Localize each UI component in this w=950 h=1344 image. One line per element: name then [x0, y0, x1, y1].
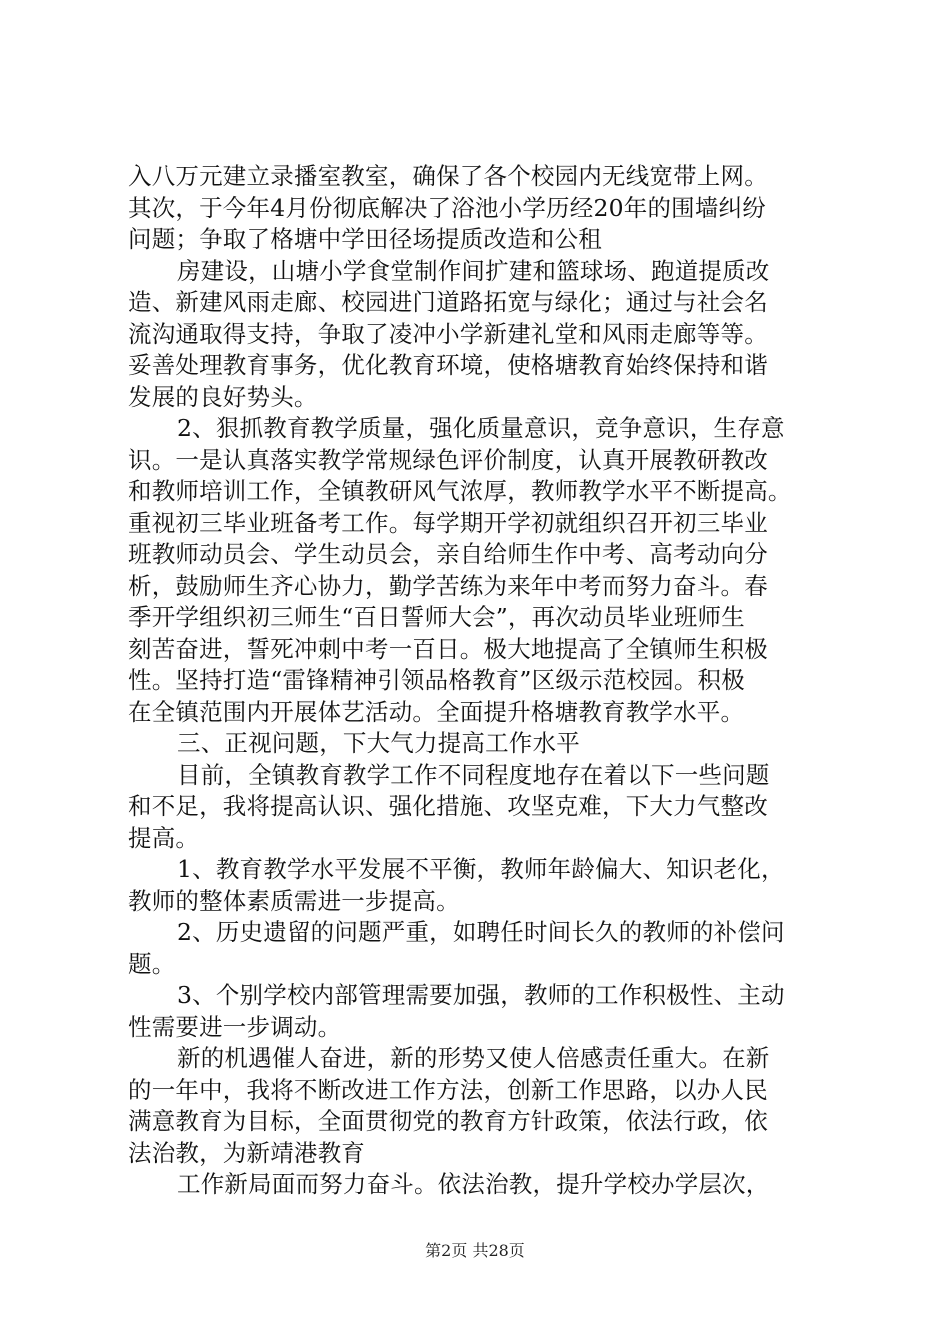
text-line: 三、正视问题，下大气力提高工作水平: [177, 729, 580, 757]
text-line: 房建设，山塘小学食堂制作间扩建和篮球场、跑道提质改: [177, 256, 770, 285]
page-footer: 第2页 共28页: [425, 1241, 525, 1260]
text-line: 班教师动员会、学生动员会，亲自给师生作中考、高考动向分: [128, 540, 768, 568]
text-line: 发展的良好势头。: [128, 382, 318, 411]
text-line: 和教师培训工作，全镇教研风气浓厚，教师教学水平不断提高。: [128, 477, 792, 505]
text-line: 其次，于今年4月份彻底解决了浴池小学历经20年的围墙纠纷: [128, 193, 766, 222]
text-line: 教师的整体素质需进一步提高。: [128, 886, 460, 915]
text-line: 和不足，我将提高认识、强化措施、攻坚克难，下大力气整改: [128, 792, 768, 820]
text-line: 入八万元建立录播室教室，确保了各个校园内无线宽带上网。: [128, 162, 768, 190]
text-line: 性。坚持打造“雷锋精神引领品格教育”区级示范校园。积极: [128, 666, 745, 694]
text-line: 在全镇范围内开展体艺活动。全面提升格塘教育教学水平。: [128, 697, 745, 726]
text-line: 刻苦奋进，誓死冲刺中考一百日。极大地提高了全镇师生积极: [128, 634, 768, 663]
text-line: 妥善处理教育事务，优化教育环境，使格塘教育始终保持和谐: [128, 351, 768, 379]
text-line: 季开学组织初三师生“百日誓师大会”，再次动员毕业班师生: [128, 603, 745, 631]
text-line: 性需要进一步调动。: [128, 1012, 342, 1041]
text-line: 问题；争取了格塘中学田径场提质改造和公租: [128, 225, 602, 253]
document-body: [128, 161, 838, 1201]
text-line: 目前，全镇教育教学工作不同程度地存在着以下一些问题: [177, 760, 770, 789]
text-line: 析，鼓励师生齐心协力，勤学苦练为来年中考而努力奋斗。春: [128, 571, 768, 600]
text-line: 法治教，为新靖港教育: [128, 1138, 365, 1167]
text-line: 的一年中，我将不断改进工作方法，创新工作思路，以办人民: [128, 1075, 768, 1104]
text-line: 1、教育教学水平发展不平衡，教师年龄偏大、知识老化，: [177, 855, 785, 883]
text-line: 工作新局面而努力奋斗。依法治教，提升学校办学层次，: [177, 1170, 770, 1198]
text-line: 2、狠抓教育教学质量，强化质量意识，竞争意识，生存意: [177, 414, 785, 442]
text-line: 流沟通取得支持，争取了凌冲小学新建礼堂和风雨走廊等等。: [128, 319, 768, 348]
text-line: 重视初三毕业班备考工作。每学期开学初就组织召开初三毕业: [128, 508, 768, 537]
text-line: 识。一是认真落实教学常规绿色评价制度，认真开展教研教改: [128, 445, 768, 474]
text-line: 题。: [128, 949, 176, 978]
text-line: 满意教育为目标，全面贯彻党的教育方针政策，依法行政，依: [128, 1107, 768, 1135]
text-line: 造、新建风雨走廊、校园进门道路拓宽与绿化；通过与社会名: [128, 288, 768, 316]
text-line: 新的机遇催人奋进，新的形势又使人倍感责任重大。在新: [177, 1044, 770, 1072]
text-line: 3、个别学校内部管理需要加强，教师的工作积极性、主动: [177, 981, 785, 1009]
text-line: 提高。: [128, 823, 200, 852]
text-line: 2、历史遗留的问题严重，如聘任时间长久的教师的补偿问: [177, 918, 785, 946]
